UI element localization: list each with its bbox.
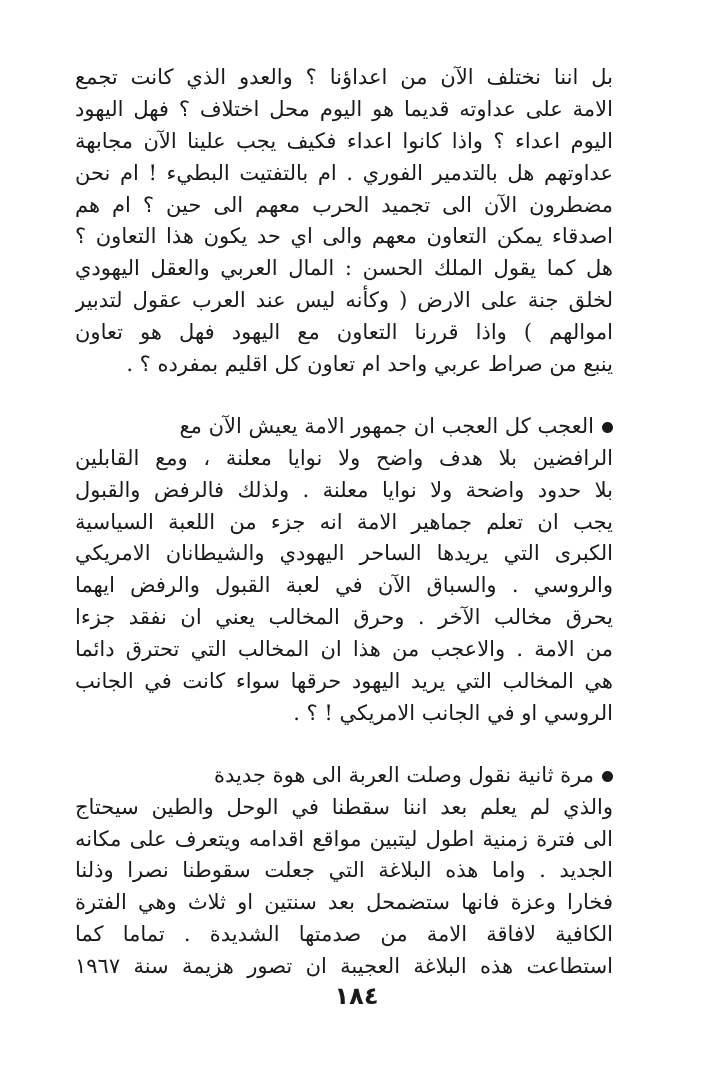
text-line: اليوم اعداء ؟ واذا كانوا اعداء فكيف يجب علينا الآن مجابهة — [75, 128, 613, 153]
bullet-icon — [602, 422, 613, 433]
page-body — [75, 62, 613, 983]
text-line: يحرق مخالب الآخر . وحرق المخالب يعني ان نفقد جزءا — [75, 605, 613, 630]
paragraph-2 — [75, 411, 613, 730]
text-line-content: مرة ثانية نقول وصلت العربة الى هوة جديدة — [214, 762, 594, 787]
paragraph-gap — [75, 381, 613, 411]
text-line: الجديد . واما هذه البلاغة التي جعلت سقوطنا نصرا وذلنا — [75, 858, 613, 883]
text-line: الامة على عداوته قديما هو اليوم محل اختلاف ؟ فهل اليهود — [75, 96, 613, 121]
text-line: اصدقاء يمكن التعاون معهم والى اي حد يكون هذا التعاون ؟ — [75, 224, 613, 249]
text-line: بل اننا نختلف الآن من اعداؤنا ؟ والعدو الذي كانت تجمع — [75, 65, 613, 89]
bullet-icon — [602, 771, 613, 782]
text-line-first — [75, 760, 613, 792]
text-line: هل كما يقول الملك الحسن : المال العربي والعقل اليهودي — [75, 256, 613, 281]
text-line: هي المخالب التي يريد اليهود حرقها سواء كانت في الجانب — [75, 669, 613, 694]
text-line: والذي لم يعلم بعد اننا سقطنا في الوحل والطين سيحتاج — [75, 794, 613, 819]
text-line: الكبرى التي يريدها الساحر اليهودي والشيطانان الامريكي — [75, 541, 613, 566]
text-line: والروسي . والسباق الآن في لعبة القبول والرفض ايهما — [75, 573, 613, 598]
text-line: ينبع من صراط عربي واحد ام تعاون كل اقليم بمفرده ؟ . — [126, 352, 613, 377]
text-line: اموالهم ) واذا قررنا التعاون مع اليهود فهل هو تعاون — [75, 320, 613, 345]
text-line: مضطرون الآن الى تجميد الحرب معهم الى حين ؟ ام هم — [75, 192, 613, 217]
text-line: يجب ان تعلم جماهير الامة انه جزء من اللعبة السياسية — [75, 509, 613, 534]
text-line: من الامة . والاعجب من هذا ان المخالب التي تحترق دائما — [75, 637, 613, 662]
text-line: فخارا وعزة فانها ستضمحل بعد سنتين او ثلاث وهي الفترة — [75, 890, 613, 915]
text-line: الروسي او في الجانب الامريكي ! ؟ . — [293, 700, 613, 725]
page-number: ١٨٤ — [334, 982, 379, 1010]
paragraph-gap — [75, 730, 613, 760]
text-line: عداوتهم هل بالتدمير الفوري . ام بالتفتيت البطيء ! ام نحن — [75, 160, 613, 185]
text-line: الرافضين بلا هدف واضح ولا نوايا معلنة ، ومع القابلين — [75, 445, 613, 470]
paragraph-3 — [75, 760, 613, 983]
text-line: استطاعت هذه البلاغة العجيبة ان تصور هزيمة سنة ١٩٦٧ — [75, 954, 613, 979]
text-line: الى فترة زمنية اطول ليتبين مواقع اقدامه ويتعرف على مكانه — [75, 826, 613, 851]
text-line: الكافية لافاقة الامة من صدمتها الشديدة . تماما كما — [75, 922, 613, 947]
text-line-content: العجب كل العجب ان جمهور الامة يعيش الآن مع — [179, 413, 594, 438]
paragraph-1 — [75, 62, 613, 381]
text-line: لخلق جنة على الارض ( وكأنه ليس عند العرب عقول لتدبير — [75, 288, 613, 313]
text-line: بلا حدود واضحة ولا نوايا معلنة . ولذلك فالرفض والقبول — [75, 477, 613, 502]
text-line-first — [75, 411, 613, 443]
